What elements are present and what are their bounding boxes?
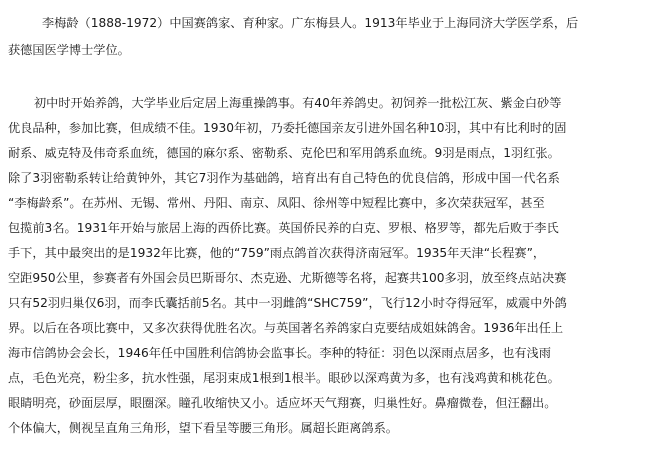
body-line: 手下，其中最突出的是1932年比赛，他的“759”雨点鸽首次获得济南冠军。1935年天津“长程赛”， [8, 246, 546, 260]
body-line: 海市信鸽协会会长，1946年任中国胜利信鸽协会监事长。李种的特征：羽色以深雨点居多，也有浅雨 [8, 346, 551, 360]
body-line: 包揽前3名。1931年开始与旅居上海的西侨比赛。英国侨民养的白克、罗根、格罗等，都先后败于李氏 [8, 221, 559, 235]
body-line: 初中时开始养鸽，大学毕业后定居上海重操鸽事。有40年养鸽史。初饲养一批松江灰、紫金白砂等 [34, 96, 562, 110]
body-line: 只有52羽归巢仅6羽，而李氏囊括前5名。其中一羽雌鸽“SHC759”，飞行12小时夺得冠军，威震中外鸽 [8, 296, 567, 310]
body-line: 眼睛明亮，砂面层厚，眼圈深。瞳孔收缩快又小。适应坏天气翔赛，归巢性好。鼻瘤微卷，但汪翻出。 [8, 396, 557, 410]
intro-line: 李梅龄（1888-1972）中国赛鸽家、育种家。广东梅县人。1913年毕业于上海同济大学医学系，后 [42, 16, 579, 30]
body-line: 除了3羽密勒系转让给黄钟外，其它7羽作为基础鸽，培育出有自己特色的优良信鸽，形成中国一代名系 [8, 171, 560, 185]
body-line: “李梅龄系”。在苏州、无锡、常州、丹阳、南京、凤阳、徐州等中短程比赛中，多次荣获冠军，甚至 [8, 196, 545, 210]
body-line: 个体偏大，侧视呈直角三角形，望下看呈等腰三角形。属超长距离鸽系。 [8, 421, 398, 435]
body-line: 耐系、威克特及伟奇系血统，德国的麻尔系、密勒系、克伦巴和军用鸽系血统。9羽是雨点，1羽红张。 [8, 146, 560, 160]
intro-line: 获德国医学博士学位。 [8, 43, 130, 57]
body-line: 优良品种，参加比赛，但成绩不佳。1930年初，乃委托德国亲友引进外国名种10羽，其中有比利时的固 [8, 121, 567, 135]
body-line: 点，毛色光亮，粉尘多，抗水性强，尾羽束成1根到1根半。眼砂以深鸡黄为多，也有浅鸡黄和桃花色。 [8, 371, 560, 385]
body-line: 空距950公里，参赛者有外国会员巴斯哥尔、杰克逊、尤斯德等名将，起赛共100多羽，放至终点站决赛 [8, 271, 567, 285]
body-line: 界。以后在各项比赛中，又多次获得优胜名次。与英国著名养鸽家白克要结成姐妹鸽舍。1936年出任上 [8, 321, 564, 335]
